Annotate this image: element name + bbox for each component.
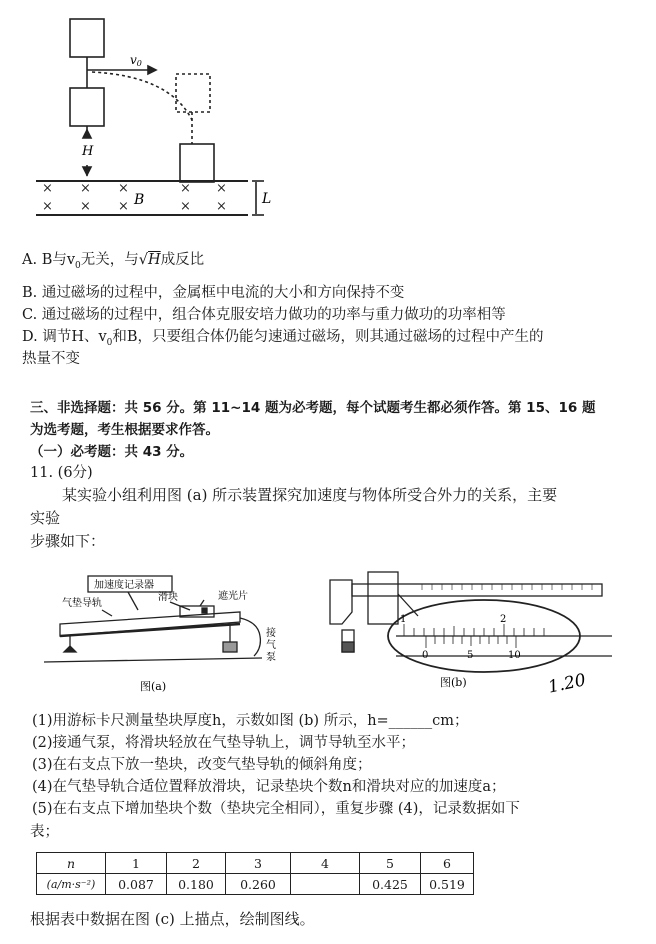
svg-text:×: ×: [180, 181, 191, 196]
table-cell: 0.260: [226, 874, 291, 895]
final-instruction: 根据表中数据在图 (c) 上描点，绘制图线。: [30, 910, 315, 928]
svg-text:×: ×: [42, 181, 53, 196]
main-tick-label-1: 1: [400, 614, 407, 625]
table-header-n: n: [37, 853, 106, 874]
vernier-ticks: [426, 636, 516, 648]
b-label: B: [134, 192, 145, 208]
l-label: L: [262, 191, 272, 207]
figure-b-caption: 图(b): [440, 676, 467, 689]
option-d-line2: 热量不变: [22, 351, 80, 367]
vernier-tick-label-5: 5: [467, 650, 474, 661]
table-cell: 0.180: [167, 874, 226, 895]
question-intro-2: 实验: [30, 509, 61, 527]
table-header-a: (a/m·s⁻²): [37, 874, 106, 895]
option-b: B. 通过磁场的过程中，金属框中电流的大小和方向保持不变: [22, 285, 405, 301]
section-heading-line1: 三、非选择题：共 56 分。第 11~14 题为必考题，每个试题考生都必须作答。第 15、16 题: [30, 400, 596, 416]
lower-frame: [70, 88, 104, 126]
option-a: A. B与$v_0$无关，与√H成反比: [22, 252, 205, 271]
pump-label-3: 泵: [266, 652, 276, 663]
step-3: (3)在右支点下放一垫块，改变气垫导轨的倾斜角度；: [32, 757, 372, 773]
step-5: (5)在右支点下增加垫块个数（垫块完全相同），重复步骤 (4)，记录数据如下: [32, 801, 520, 817]
slider-label: 滑块: [158, 592, 178, 603]
section-subheading: （一）必考题：共 43 分。: [30, 444, 194, 460]
svg-text:×: ×: [216, 199, 227, 214]
landed-frame: [180, 144, 214, 182]
table-cell: 6: [421, 853, 474, 874]
table-cell: 1: [106, 853, 167, 874]
question-number: 11. (6分): [30, 465, 93, 481]
top-figure: [30, 8, 290, 228]
h-label: H: [82, 144, 94, 159]
option-d: D. 调节H、$v_0$和B，只要组合体仍能匀速通过磁场，则其通过磁场的过程中产生的: [22, 329, 544, 348]
table-cell: 0.087: [106, 874, 167, 895]
question-intro-3: 步骤如下：: [30, 532, 106, 550]
recorder-label: 加速度记录器: [94, 580, 154, 591]
pump-label-2: 气: [266, 640, 276, 651]
table-row-a: [37, 874, 474, 895]
vernier-tick-label-10: 10: [508, 650, 521, 661]
table-cell: 3: [226, 853, 291, 874]
svg-text:×: ×: [80, 199, 91, 214]
pump-label-1: 接: [266, 628, 276, 639]
data-table: [36, 852, 474, 895]
v0-label: v0: [130, 53, 142, 68]
step-5-cont: 表；: [30, 824, 59, 840]
table-cell: 2: [167, 853, 226, 874]
figure-b: [312, 566, 612, 701]
section-heading-line2: 为选考题，考生根据要求作答。: [30, 422, 219, 438]
ruler-ticks: [422, 584, 592, 590]
support-block: [223, 642, 237, 652]
table-cell: 5: [360, 853, 421, 874]
svg-text:×: ×: [216, 181, 227, 196]
table-cell: 0.425: [360, 874, 421, 895]
upper-frame: [70, 19, 104, 57]
svg-text:×: ×: [42, 199, 53, 214]
step-1: (1)用游标卡尺测量垫块厚度h，示数如图 (b) 所示，h=______cm；: [32, 713, 469, 729]
figure-a-caption: 图(a): [140, 680, 167, 693]
vernier-tick-label-0: 0: [422, 650, 429, 661]
track-label: 气垫导轨: [62, 598, 102, 609]
svg-text:×: ×: [180, 199, 191, 214]
step-4: (4)在气垫导轨合适位置释放滑块，记录垫块个数n和滑块对应的加速度a；: [32, 779, 506, 795]
figure-a: [40, 566, 290, 701]
svg-text:×: ×: [118, 181, 129, 196]
handwritten-answer: 1.20: [546, 670, 588, 698]
table-cell: 0.519: [421, 874, 474, 895]
main-tick-label-2: 2: [500, 614, 507, 625]
svg-text:×: ×: [80, 181, 91, 196]
question-intro: 某实验小组利用图 (a) 所示装置探究加速度与物体所受合外力的关系，主要: [62, 486, 558, 504]
step-2: (2)接通气泵，将滑块轻放在气垫导轨上，调节导轨至水平；: [32, 735, 416, 751]
main-scale-ticks: [404, 624, 544, 636]
table-cell: 4: [291, 853, 360, 874]
option-c: C. 通过磁场的过程中，组合体克服安培力做功的功率与重力做功的功率相等: [22, 307, 506, 323]
shade-label: 遮光片: [218, 591, 248, 602]
svg-text:×: ×: [118, 199, 129, 214]
dashed-frame: [176, 74, 210, 112]
table-cell: [291, 874, 360, 895]
table-row-n: [37, 853, 474, 874]
